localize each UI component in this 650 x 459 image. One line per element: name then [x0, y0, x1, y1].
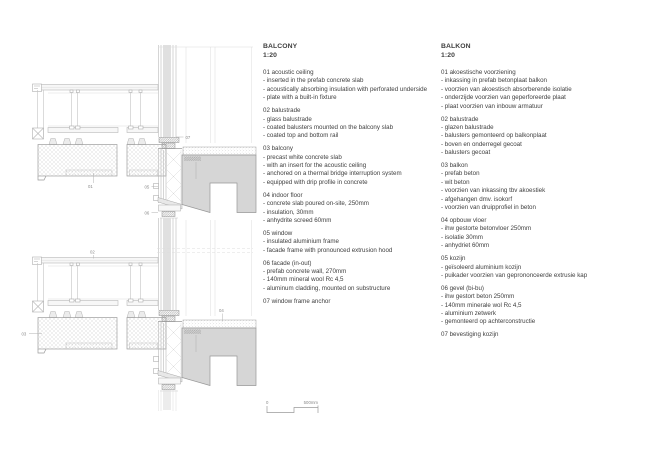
section-item: - 140mm minerale wol Rc 4,5 [441, 301, 522, 309]
section-heading: 07 window frame anchor [263, 297, 331, 305]
section-heading: 06 gevel (bi-bu) [441, 284, 484, 292]
section-item: - balusters gecoat [441, 149, 491, 157]
spec-section [263, 69, 441, 103]
section-heading: 03 balcony [263, 145, 293, 153]
scale-bar-end-label: 500mm [303, 400, 318, 405]
section-item: - voorzien van akoestisch absorberende isolatie [441, 85, 572, 93]
spec-sections-english [263, 69, 441, 306]
callout-02: 02 [90, 249, 95, 255]
section-item: - equipped with drip profile in concrete [263, 178, 368, 186]
section-heading: 01 acoustic ceiling [263, 69, 314, 76]
spec-section [263, 230, 441, 255]
section-item: - concrete slab poured on-site, 250mm [263, 200, 369, 208]
callout-06: 06 [144, 210, 150, 216]
spec-section [263, 145, 441, 187]
callout-01: 01 [88, 184, 93, 189]
section-heading: 04 opbouw vloer [441, 217, 487, 224]
column-scale-english: 1:20 [263, 52, 278, 59]
section-item: - puikader voorzien van geprononceerde extrusie kap [441, 271, 588, 279]
column-scale-dutch: 1:20 [441, 52, 456, 59]
spec-section [263, 192, 441, 226]
section-item: - precast white concrete slab [263, 153, 342, 161]
section-item: - balusters gemonteerd op balkonplaat [441, 132, 547, 140]
frame-below-stub [159, 390, 177, 411]
spec-sections-dutch [441, 69, 646, 340]
section-heading: 06 facade (in-out) [263, 259, 312, 267]
section-item: - with an insert for the acoustic ceiling [263, 162, 367, 170]
section-item: - geïsoleerd aluminium kozijn [441, 263, 522, 271]
section-item: - anhydriet 60mm [441, 242, 490, 250]
callout-03: 03 [21, 331, 27, 337]
section-item: - aluminum cladding, mounted on substructure [263, 284, 391, 292]
section-heading: 01 akoestische voorziening [441, 69, 516, 76]
section-heading: 02 balustrade [441, 115, 479, 123]
spec-section [263, 260, 441, 294]
spec-section [441, 285, 646, 327]
section-item: - plaat voorzien van inbouw armatuur [441, 102, 543, 110]
section-heading: 05 window [263, 229, 293, 237]
section-item: - insulated aluminium frame [263, 238, 339, 246]
section-item: - voorzien van druipprofiel in beton [441, 204, 536, 212]
spec-section [441, 69, 646, 111]
spec-section [263, 298, 441, 306]
section-item: - coated balusters mounted on the balcony slab [263, 123, 394, 131]
section-item: - gemonteerd op achterconstructie [441, 318, 536, 326]
section-heading: 02 balustrade [263, 107, 301, 115]
section-item: - ihw gestort beton 250mm [441, 293, 515, 301]
section-item: - prefab beton [441, 170, 480, 178]
section-item: - wit beton [441, 178, 470, 186]
spec-column-english [263, 42, 441, 311]
section-item: - glazen balustrade [441, 123, 494, 131]
section-item: - anchored on a thermal bridge interruption system [263, 170, 402, 178]
section-item: - isolatie 30mm [441, 233, 483, 241]
section-item: - facade frame with pronounced extrusion hood [263, 246, 393, 254]
section-item: - anhydrite screed 60mm [263, 217, 332, 224]
section-heading: 05 kozijn [441, 255, 466, 263]
spec-section [441, 331, 646, 339]
section-item: - plate with a built-in fixture [263, 94, 337, 102]
column-title-english: BALCONY [263, 43, 298, 50]
scale-bar-zero-label: 0 [266, 400, 269, 405]
section-heading: 04 indoor floor [263, 191, 303, 199]
section-heading: 03 balkon [441, 162, 468, 170]
section-item: - afgehangen dmv. isokorf [441, 195, 513, 203]
section-item: - 140mm mineral wool Rc 4,5 [263, 276, 344, 284]
section-heading: 07 bevestiging kozijn [441, 331, 499, 339]
section-item: - glass balustrade [263, 115, 312, 123]
scale-bar [266, 400, 318, 413]
section-item: - aluminium zetwerk [441, 310, 497, 318]
section-item: - insulation, 30mm [263, 208, 314, 216]
spec-column-dutch [441, 42, 646, 344]
section-item: - coated top and bottom rail [263, 132, 339, 140]
callout-05: 05 [144, 184, 150, 190]
section-item: - onderzijde voorzien van geperforeerde plaat [441, 94, 566, 102]
section-item: - acoustically absorbing insulation with perforated underside [263, 85, 428, 93]
section-item: - ihw gestorte betonvloer 250mm [441, 225, 532, 233]
section-item: - inserted in the prefab concrete slab [263, 77, 364, 85]
callout-07: 07 [185, 134, 191, 140]
spec-section [441, 116, 646, 158]
section-item: - voorzien van inkassing tbv akoestiek [441, 187, 546, 195]
spec-section [441, 255, 646, 280]
section-item: - boven en onderregel gecoat [441, 140, 522, 148]
callout-04: 04 [219, 308, 224, 313]
column-title-dutch: BALKON [441, 43, 471, 50]
spec-section [263, 107, 441, 141]
spec-section [441, 162, 646, 212]
spec-section [441, 217, 646, 251]
section-item: - prefab concrete wall, 270mm [263, 268, 347, 276]
section-item: - inkassing in prefab betonplaat balkon [441, 77, 547, 85]
